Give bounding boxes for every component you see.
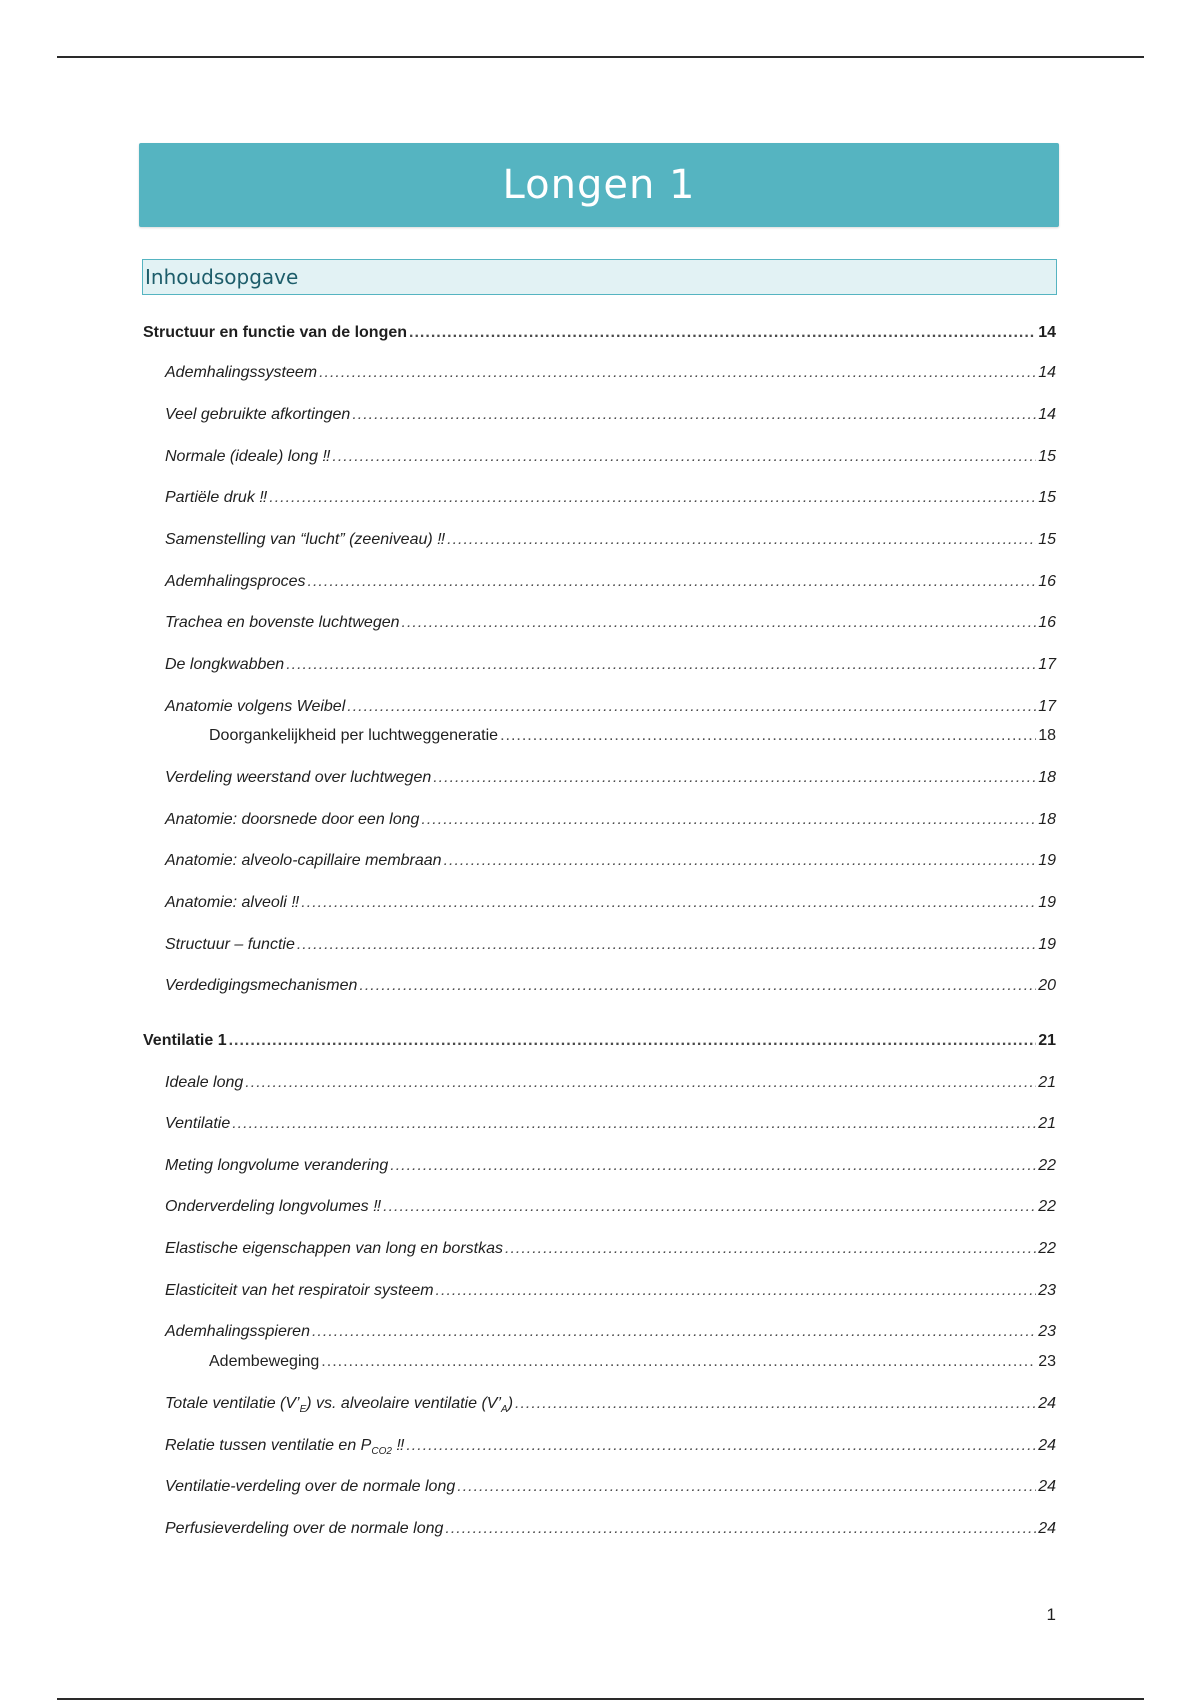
toc-entry-label: Structuur – functie	[165, 936, 295, 953]
toc-leader	[308, 572, 1037, 592]
toc-entry-label: Ademhalingsproces	[165, 573, 306, 590]
toc-entry-label: Ideale long	[165, 1074, 244, 1091]
toc-entry-page: 19	[1038, 852, 1056, 869]
toc-entry-label: Anatomie volgens Weibel	[165, 698, 346, 715]
toc-entry[interactable]	[165, 893, 1056, 913]
toc-entry-page: 23	[1038, 1282, 1056, 1299]
toc-entry-page: 23	[1038, 1353, 1056, 1370]
toc-entry-label: Ademhalingssysteem	[165, 364, 318, 381]
toc-leader	[505, 1239, 1036, 1259]
toc-leader	[500, 726, 1036, 746]
toc-entry-page: 21	[1038, 1074, 1056, 1091]
subscript: A	[501, 1404, 508, 1416]
toc-entry-page: 16	[1038, 614, 1056, 631]
toc-leader	[312, 1322, 1036, 1342]
toc-entry[interactable]	[165, 1156, 1056, 1176]
toc-leader	[390, 1156, 1036, 1176]
toc-leader	[359, 976, 1036, 996]
toc-entry-label: Anatomie: alveoli ‼	[165, 894, 300, 911]
subscript: E	[299, 1404, 307, 1416]
toc-leader	[436, 1281, 1037, 1301]
toc-leader	[297, 935, 1036, 955]
toc-entry-page: 19	[1038, 894, 1056, 911]
toc-entry-label: Ventilatie 1	[143, 1032, 227, 1049]
toc-entry-label: Trachea en bovenste luchtwegen	[165, 614, 400, 631]
toc-entry-label: Elasticiteit van het respiratoir systeem	[165, 1282, 434, 1299]
toc-leader	[515, 1394, 1036, 1414]
toc-entry-page: 19	[1038, 936, 1056, 953]
toc-entry[interactable]	[143, 1031, 1056, 1051]
toc-entry-label-part: ‼	[391, 1437, 405, 1454]
toc-entry[interactable]	[165, 1322, 1056, 1342]
toc-entry-label: Structuur en functie van de longen	[143, 324, 408, 341]
toc-leader	[269, 488, 1036, 508]
toc-entry-label: Meting longvolume verandering	[165, 1157, 389, 1174]
toc-entry[interactable]	[165, 976, 1056, 996]
toc-heading-text: Inhoudsopgave	[145, 265, 299, 289]
toc-entry-label: Ademhalingsspieren	[165, 1323, 310, 1340]
toc-entry-page: 22	[1038, 1240, 1056, 1257]
toc-entry-page: 21	[1038, 1032, 1056, 1049]
toc-entry[interactable]	[165, 1519, 1056, 1539]
toc-entry-page: 14	[1038, 406, 1056, 423]
toc-leader	[232, 1114, 1036, 1134]
toc-heading	[142, 259, 1057, 295]
toc-entry-page: 22	[1038, 1198, 1056, 1215]
toc-entry-label: Perfusieverdeling over de normale long	[165, 1520, 444, 1537]
page-number: 1	[1046, 1605, 1056, 1624]
toc-entry[interactable]	[165, 768, 1056, 788]
toc-entry[interactable]	[165, 1281, 1056, 1301]
toc-leader	[433, 768, 1036, 788]
toc-entry-label: Verdeling weerstand over luchtwegen	[165, 769, 432, 786]
toc-entry-label: Anatomie: alveolo-capillaire membraan	[165, 852, 442, 869]
toc-entry-label: Onderverdeling longvolumes ‼	[165, 1198, 382, 1215]
toc-entry[interactable]	[165, 697, 1056, 717]
toc-entry[interactable]	[209, 726, 1056, 746]
toc-leader	[445, 1519, 1036, 1539]
toc-entry-label	[165, 1436, 404, 1462]
toc-entry-page: 14	[1038, 324, 1056, 341]
toc-entry[interactable]	[165, 363, 1056, 383]
toc-entry-page: 24	[1038, 1478, 1056, 1495]
toc-entry-label-part: ) vs. alveolaire ventilatie (V’	[306, 1395, 502, 1412]
toc-leader	[383, 1197, 1036, 1217]
document-title-banner	[139, 143, 1059, 227]
toc-entry[interactable]	[165, 1436, 1056, 1462]
toc-entry-page: 17	[1038, 698, 1056, 715]
toc-entry[interactable]	[165, 405, 1056, 425]
toc-entry-page: 14	[1038, 364, 1056, 381]
toc-entry-label: Ventilatie	[165, 1115, 231, 1132]
toc-entry[interactable]	[165, 1477, 1056, 1497]
toc-entry-page: 15	[1038, 531, 1056, 548]
toc-entry[interactable]	[165, 935, 1056, 955]
toc-entry-page: 24	[1038, 1437, 1056, 1454]
toc-leader	[447, 530, 1036, 550]
toc-entry[interactable]	[165, 488, 1056, 508]
toc-entry[interactable]	[165, 1197, 1056, 1217]
toc-entry-page: 15	[1038, 489, 1056, 506]
toc-entry[interactable]	[209, 1352, 1056, 1372]
toc-entry-page: 23	[1038, 1323, 1056, 1340]
toc-entry-page: 18	[1038, 769, 1056, 786]
toc-entry-page: 20	[1038, 977, 1056, 994]
toc-entry-label: Anatomie: doorsnede door een long	[165, 811, 420, 828]
toc-leader	[457, 1477, 1036, 1497]
toc-entry[interactable]	[165, 1114, 1056, 1134]
toc-entry-label-part: )	[507, 1395, 514, 1412]
toc-entry[interactable]	[165, 530, 1056, 550]
toc-leader	[402, 613, 1037, 633]
toc-entry-label-part: Relatie tussen ventilatie en P	[165, 1437, 372, 1454]
toc-entry-label: Veel gebruikte afkortingen	[165, 406, 351, 423]
toc-entry-label: Normale (ideale) long ‼	[165, 448, 331, 465]
toc-entry[interactable]	[165, 810, 1056, 830]
toc-entry[interactable]	[165, 447, 1056, 467]
toc-entry[interactable]	[143, 323, 1056, 343]
toc-entry[interactable]	[165, 655, 1056, 675]
toc-leader	[444, 851, 1037, 871]
toc-entry-label: Ventilatie-verdeling over de normale long	[165, 1478, 456, 1495]
toc-entry-label	[165, 1394, 513, 1420]
toc-leader	[321, 1352, 1036, 1372]
toc-entry-label: Doorgankelijkheid per luchtweggeneratie	[209, 727, 499, 744]
toc-leader	[352, 405, 1036, 425]
toc-leader	[347, 697, 1036, 717]
toc-entry-page: 15	[1038, 448, 1056, 465]
toc-entry[interactable]	[165, 1239, 1056, 1259]
toc-entry-label: Adembeweging	[209, 1353, 320, 1370]
toc-entry-page: 16	[1038, 573, 1056, 590]
toc-entry-page: 17	[1038, 656, 1056, 673]
toc-leader	[332, 447, 1036, 467]
toc-leader	[409, 323, 1036, 343]
subscript: CO2	[371, 1446, 392, 1458]
toc-entry-page: 24	[1038, 1395, 1056, 1412]
toc-leader	[229, 1031, 1037, 1051]
toc-entry-page: 18	[1038, 811, 1056, 828]
toc-entry[interactable]	[165, 1394, 1056, 1420]
toc-entry-page: 21	[1038, 1115, 1056, 1132]
toc-leader	[245, 1073, 1036, 1093]
toc-entry-label-part: Totale ventilatie (V’	[165, 1395, 300, 1412]
toc-entry-page: 18	[1038, 727, 1056, 744]
toc-entry[interactable]	[165, 613, 1056, 633]
toc-entry[interactable]	[165, 1073, 1056, 1093]
toc-entry-label: De longkwabben	[165, 656, 285, 673]
toc-leader	[406, 1436, 1036, 1456]
top-rule	[57, 56, 1144, 58]
toc-entry-page: 24	[1038, 1520, 1056, 1537]
toc-entry-page: 22	[1038, 1157, 1056, 1174]
toc-leader	[286, 655, 1036, 675]
toc-leader	[421, 810, 1036, 830]
toc-entry-label: Partiële druk ‼	[165, 489, 268, 506]
toc-leader	[319, 363, 1036, 383]
toc-entry[interactable]	[165, 572, 1056, 592]
toc-entry-label: Samenstelling van “lucht” (zeeniveau) ‼	[165, 531, 446, 548]
toc-leader	[301, 893, 1036, 913]
toc-entry-label: Verdedigingsmechanismen	[165, 977, 358, 994]
document-title: Longen 1	[502, 162, 696, 208]
toc-entry-label: Elastische eigenschappen van long en borstkas	[165, 1240, 503, 1257]
toc-entry[interactable]	[165, 851, 1056, 871]
